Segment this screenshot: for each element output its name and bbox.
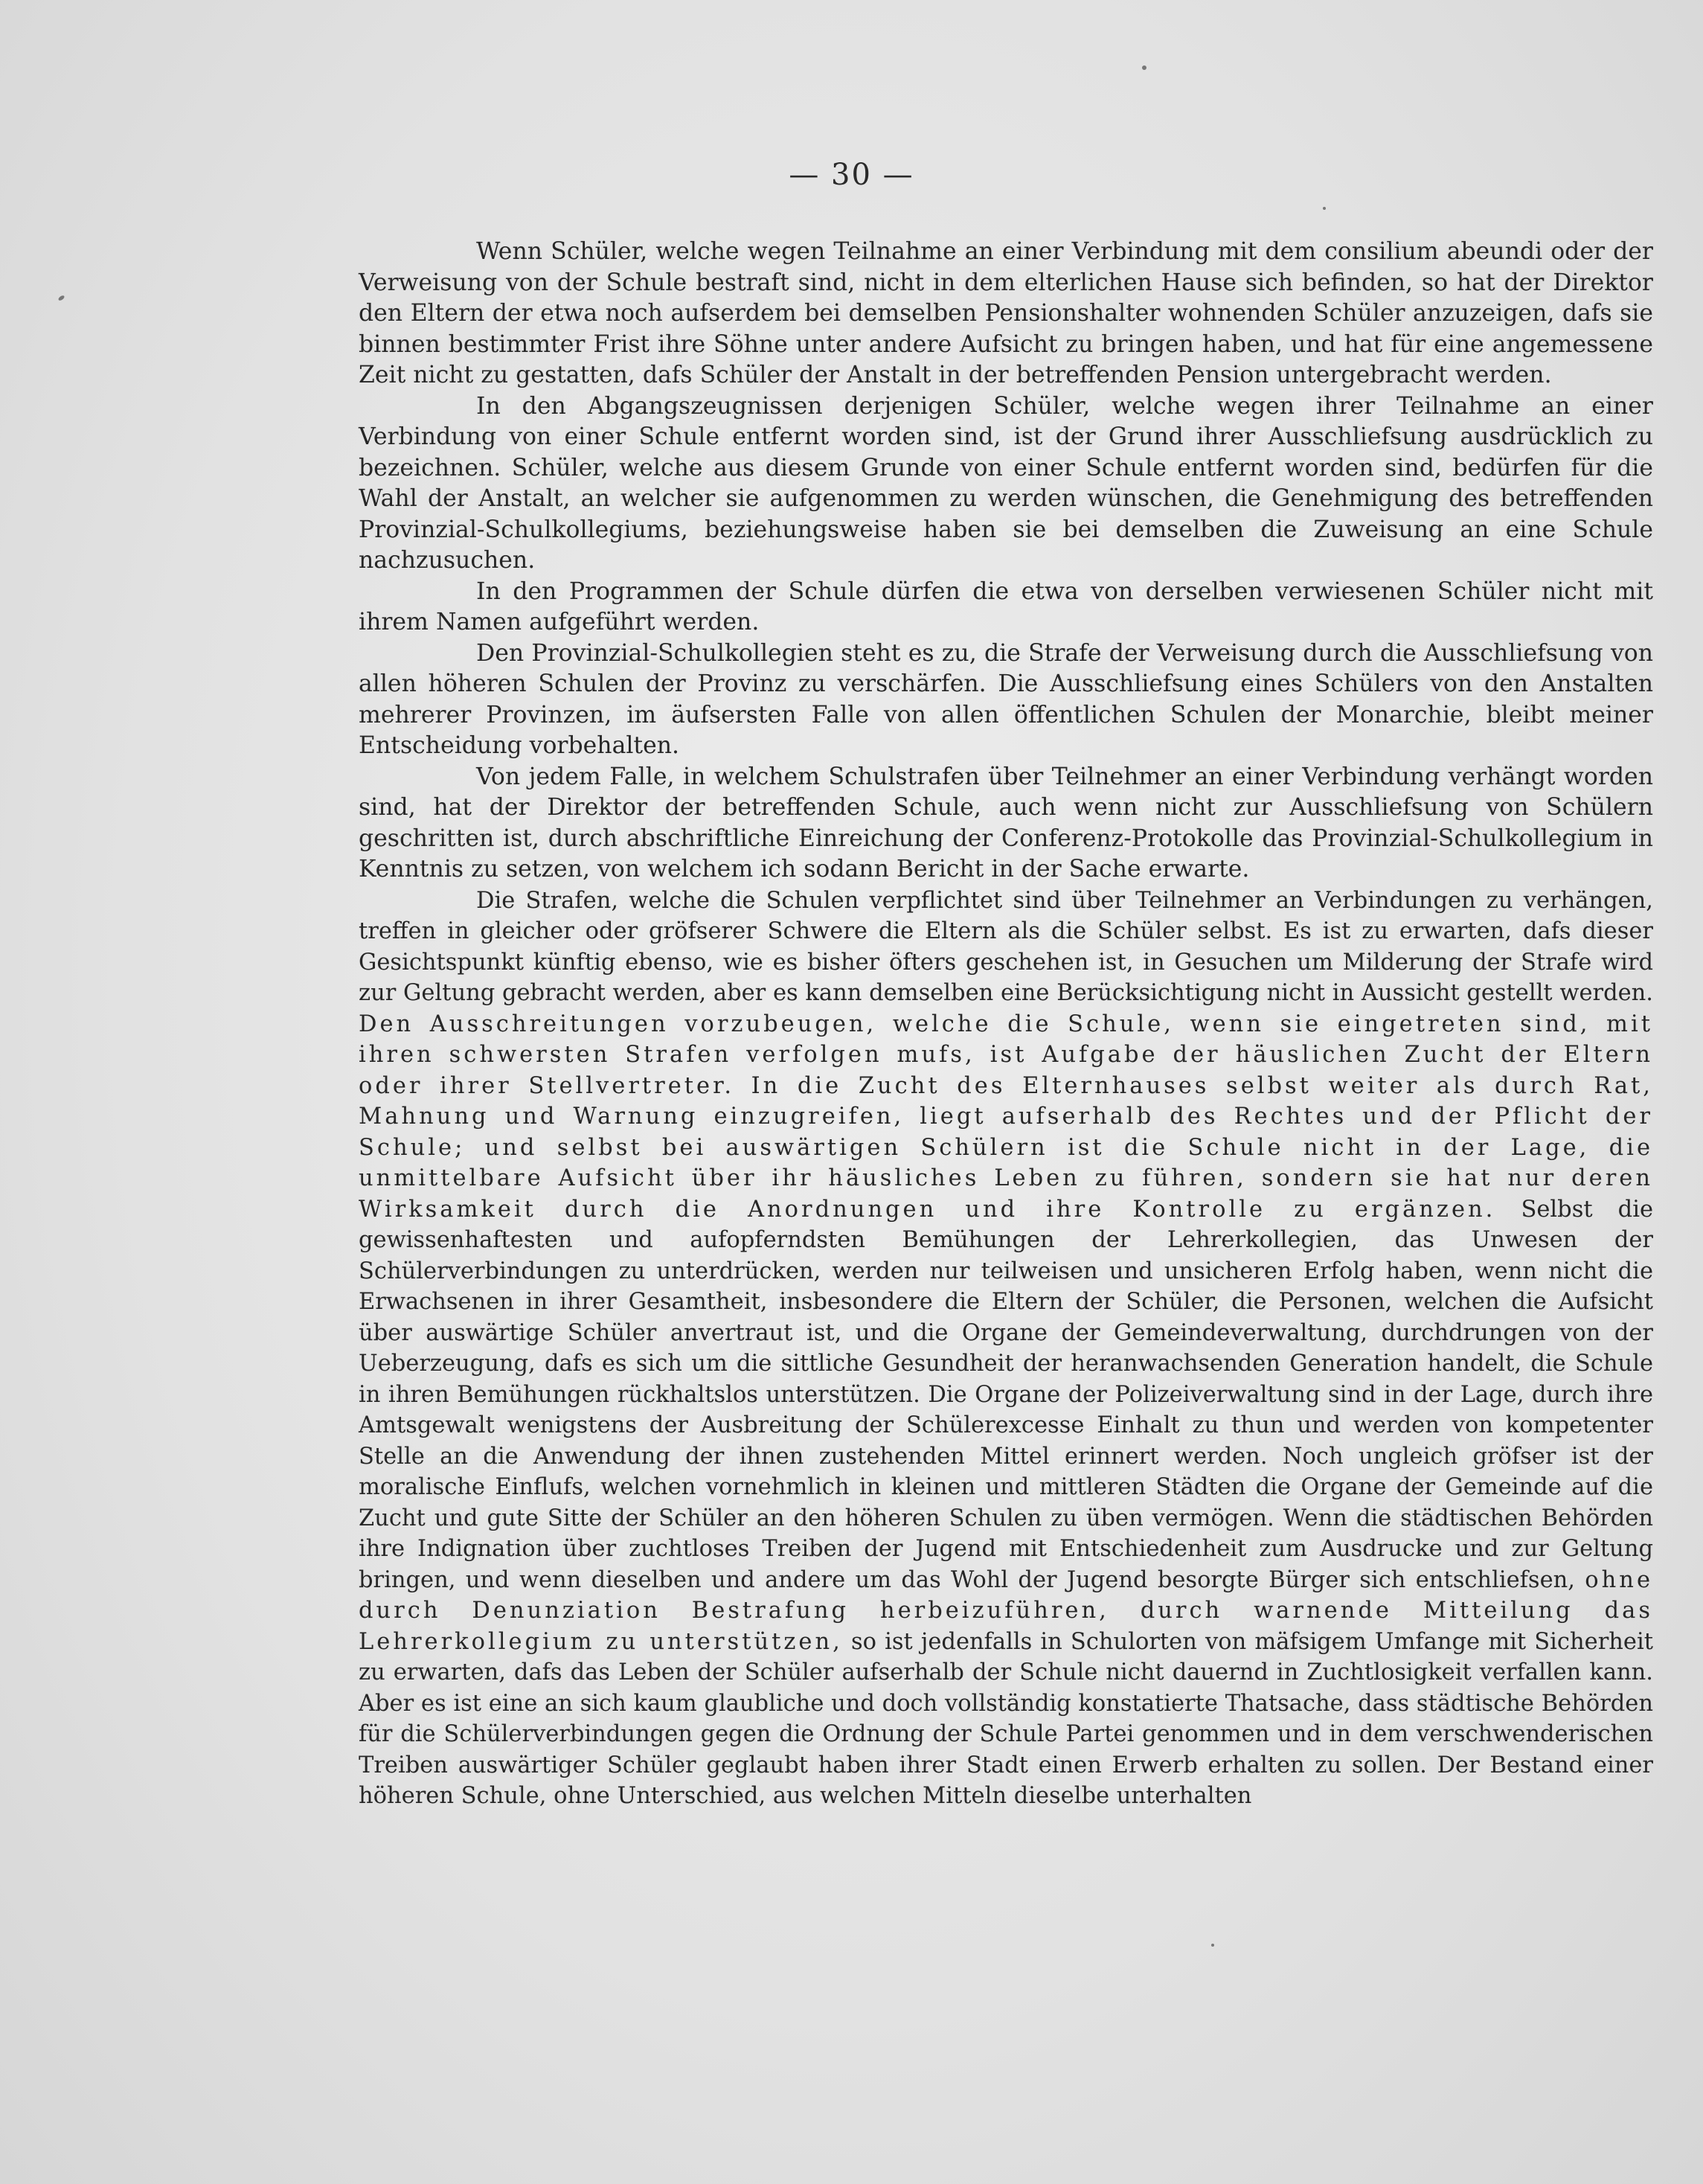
page-number: — 30 — — [789, 158, 914, 192]
paragraph-6-text-b: Selbst die gewissenhaftesten und aufopferndsten Bemühungen der Lehrerkollegien, das Unwesen der Schülerverbindungen zu unterdrücken, werden nur teilweisen und unsicheren Erfolg haben, wenn nicht die Erwachsenen in ihrer Gesamtheit, insbesondere die Eltern der Schüler, die Personen, welchen die Aufsicht über auswärtige Schüler anvertraut ist, und die Organe der Gemeindeverwaltung, durchdrungen von der Ueberzeugung, dafs es sich um die sittliche Gesundheit der heranwachsenden Generation handelt, die Schule in ihren Bemühungen rückhaltslos unterstützen. Die Organe der Polizeiverwaltung sind in der Lage, durch ihre Amtsgewalt wenigstens der Ausbreitung der Schülerexcesse Einhalt zu thun und werden von kompetenter Stelle an die Anwendung der ihnen zustehenden Mittel erinnert werden. Noch ungleich gröfser ist der moralische Einflufs, welchen vornehmlich in kleinen und mittleren Städten die Organe der Gemeinde auf die Zucht und gute Sitte der Schüler an den höheren Schulen zu üben vermögen. Wenn die städtischen Behörden ihre Indignation über zuchtloses Treiben der Jugend mit Entschiedenheit zum Ausdrucke und zur Geltung bringen, und wenn dieselben und andere um das Wohl der Jugend besorgte Bürger sich entschliefsen, — [359, 1196, 1654, 1593]
paragraph-3: In den Programmen der Schule dürfen die etwa von derselben verwiesenen Schüler nicht mit ihrem Namen aufgeführt werden. — [359, 577, 1653, 635]
body-text — [359, 237, 1653, 1812]
paragraph-6-emphasis-a: Den Ausschreitungen vorzubeugen, welche die Schule, wenn sie eingetreten sind, mit ihren schwersten Strafen verfolgen mufs, ist Aufgabe der häuslichen Zucht der Eltern oder ihrer Stellvertreter. In die Zucht des Elternhauses selbst weiter als durch Rat, Mahnung und Warnung einzugreifen, liegt aufserhalb des Rechtes und der Pflicht der Schule; und selbst bei auswärtigen Schülern ist die Schule nicht in der Lage, die unmittelbare Aufsicht über ihr häusliches Leben zu führen, sondern sie hat nur deren Wirksamkeit durch die Anordnungen und ihre Kontrolle zu ergänzen. — [359, 1011, 1653, 1223]
scan-speck — [57, 295, 65, 301]
paragraph-6 — [359, 886, 1653, 1812]
scan-speck — [1323, 207, 1326, 210]
scan-speck — [1142, 65, 1146, 70]
paragraph-6-text-c: so ist jedenfalls in Schulorten von mäfsigem Umfange mit Sicherheit zu erwarten, dafs das Leben der Schüler aufserhalb der Schule nicht dauernd in Zuchtlosigkeit verfallen kann. Aber es ist eine an sich kaum glaubliche und doch vollständig konstatierte Thatsache, dass städtische Behörden für die Schülerverbindungen gegen die Ordnung der Schule Partei genommen und in dem verschwenderischen Treiben auswärtiger Schüler geglaubt haben ihrer Stadt einen Erwerb erhalten zu sollen. Der Bestand einer höheren Schule, ohne Unterschied, aus welchen Mitteln dieselbe unterhalten — [359, 1628, 1653, 1809]
paragraph-1: Wenn Schüler, welche wegen Teilnahme an einer Verbindung mit dem consilium abeundi oder der Verweisung von der Schule bestraft sind, nicht in dem elterlichen Hause sich befinden, so hat der Direktor den Eltern der etwa noch aufserdem bei demselben Pensionshalter wohnenden Schüler anzuzeigen, dafs sie binnen bestimmter Frist ihre Söhne unter andere Aufsicht zu bringen haben, und hat für eine angemessene Zeit nicht zu gestatten, dafs Schüler der Anstalt in der betreffenden Pension untergebracht werden. — [359, 238, 1653, 388]
paragraph-2: In den Abgangszeugnissen derjenigen Schüler, welche wegen ihrer Teilnahme an einer Verbindung von einer Schule entfernt worden sind, ist der Grund ihrer Ausschliefsung ausdrücklich zu bezeichnen. Schüler, welche aus diesem Grunde von einer Schule entfernt worden sind, bedürfen für die Wahl der Anstalt, an welcher sie aufgenommen zu werden wünschen, die Genehmigung des betreffenden Provinzial-Schulkollegiums, beziehungsweise haben sie bei demselben die Zuweisung an eine Schule nachzusuchen. — [359, 392, 1653, 574]
paragraph-5: Von jedem Falle, in welchem Schulstrafen über Teilnehmer an einer Verbindung verhängt worden sind, hat der Direktor der betreffenden Schule, auch wenn nicht zur Ausschliefsung von Schülern geschritten ist, durch abschriftliche Einreichung der Conferenz-Protokolle das Provinzial-Schulkollegium in Kenntnis zu setzen, von welchem ich sodann Bericht in der Sache erwarte. — [359, 763, 1653, 883]
paragraph-4: Den Provinzial-Schulkollegien steht es zu, die Strafe der Verweisung durch die Ausschliefsung von allen höheren Schulen der Provinz zu verschärfen. Die Ausschliefsung eines Schülers von den Anstalten mehrerer Provinzen, im äufsersten Falle von allen öffentlichen Schulen der Monarchie, bleibt meiner Entscheidung vorbehalten. — [359, 639, 1653, 759]
paragraph-6-text-a: Die Strafen, welche die Schulen verpflichtet sind über Teilnehmer an Verbindungen zu verhängen, treffen in gleicher oder gröfserer Schwere die Eltern als die Schüler selbst. Es ist zu erwarten, dafs dieser Gesichtspunkt künftig ebenso, wie es bisher öfters geschehen ist, in Gesuchen um Milderung der Strafe wird zur Geltung gebracht werden, aber es kann demselben eine Berücksichtigung nicht in Aussicht gestellt werden. — [359, 887, 1653, 1006]
scan-speck — [1211, 1944, 1214, 1947]
paragraph-6-emphasis-b: ohne durch Denunziation Bestrafung herbeizuführen, durch warnende Mitteilung das Lehrerkollegium zu unterstützen, — [359, 1566, 1653, 1655]
